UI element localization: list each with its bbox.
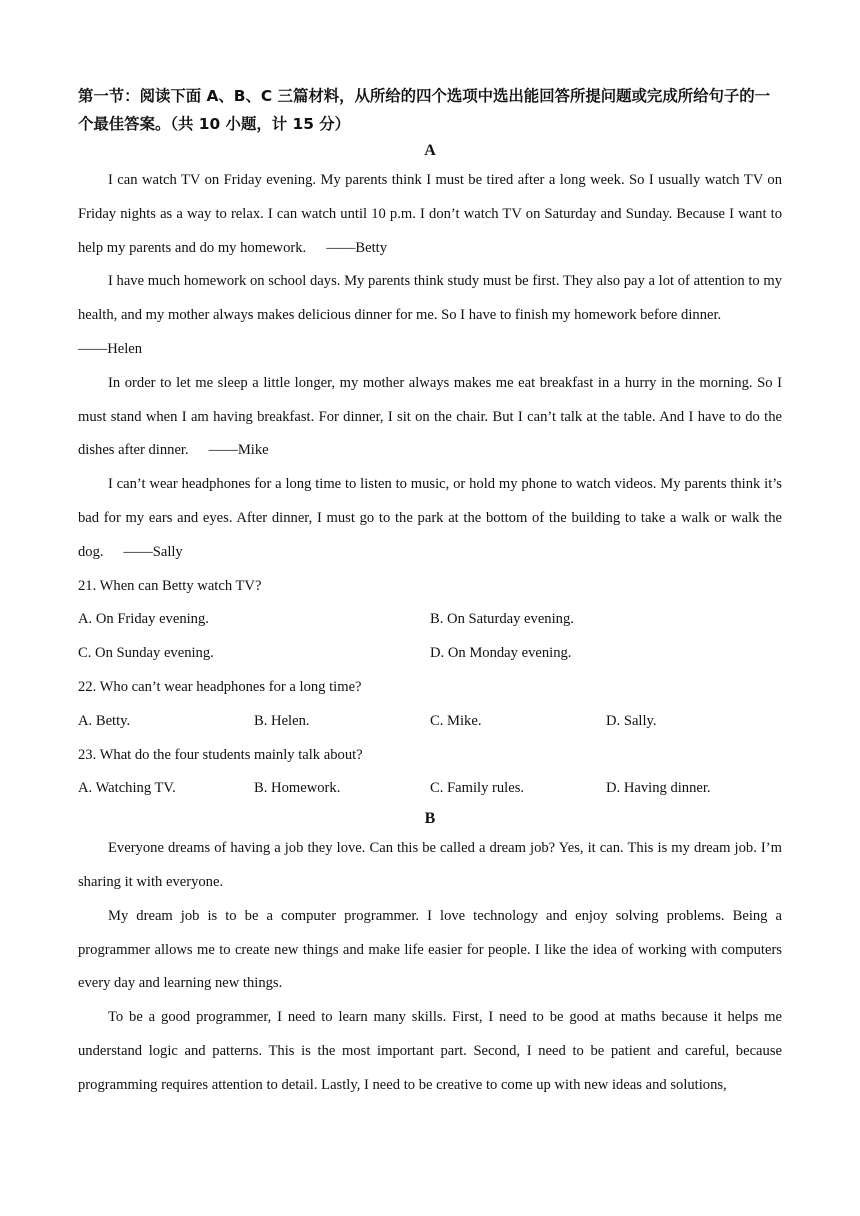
option-d: D. Having dinner. xyxy=(606,780,711,797)
passage-b-paragraph: To be a good programmer, I need to learn many skills. First, I need to be good at maths because it helps me understand logic and patterns. This is the most important part. Second, I need to be patient and careful, because programming requires attention to detail. Lastly, I need to be creative to come up with new ideas and solutions, xyxy=(78,1009,782,1093)
question-stem: 23. What do the four students mainly talk about? xyxy=(78,746,363,763)
option-b: B. Homework. xyxy=(254,780,341,797)
author-signature: ——Betty xyxy=(326,239,387,256)
question-stem: 21. When can Betty watch TV? xyxy=(78,577,262,594)
option-b: B. On Saturday evening. xyxy=(430,611,574,628)
author-signature: ——Mike xyxy=(208,442,269,459)
passage-a-paragraph xyxy=(78,265,782,333)
passage-a-paragraph xyxy=(78,468,782,569)
option-c: C. On Sunday evening. xyxy=(78,645,214,662)
paragraph-text: I can’t wear headphones for a long time to listen to music, or hold my phone to watch videos. My parents think it’s bad for my ears and eyes. After dinner, I must go to the park at the bottom of the building to take a walk or walk the dog. xyxy=(78,476,782,560)
option-row xyxy=(78,772,782,806)
paragraph-text: I have much homework on school days. My parents think study must be first. They also pay a lot of attention to my health, and my mother always makes delicious dinner for me. So I have to finish my homework before dinner. xyxy=(78,273,782,324)
option-b: B. Helen. xyxy=(254,712,310,729)
passage-a-heading: A xyxy=(424,142,436,159)
option-row xyxy=(78,705,782,739)
passage-b-heading: B xyxy=(424,810,436,828)
section-instructions: 第一节：阅读下面 A、B、C 三篇材料，从所给的四个选项中选出能回答所提问题或完成所给句子的一个最佳答案。（共 10 小题，计 15 分） xyxy=(78,87,771,133)
exam-page xyxy=(78,82,782,1103)
option-a: A. On Friday evening. xyxy=(78,611,209,628)
option-d: D. On Monday evening. xyxy=(430,645,572,662)
option-a: A. Betty. xyxy=(78,712,131,729)
passage-a-paragraph xyxy=(78,367,782,468)
option-a: A. Watching TV. xyxy=(78,780,176,797)
passage-b-paragraph: Everyone dreams of having a job they love. Can this be called a dream job? Yes, it can. This is my dream job. I’m sharing it with everyone. xyxy=(78,840,782,890)
question-stem: 22. Who can’t wear headphones for a long time? xyxy=(78,678,362,695)
option-c: C. Family rules. xyxy=(430,780,525,797)
paragraph-text: In order to let me sleep a little longer, my mother always makes me eat breakfast in a hurry in the morning. So I must stand when I am having breakfast. For dinner, I sit on the chair. But I can’t talk at the table. And I have to do the dishes after dinner. xyxy=(78,374,782,459)
option-c: C. Mike. xyxy=(430,712,482,729)
paragraph-text: I can watch TV on Friday evening. My parents think I must be tired after a long week. So I usually watch TV on Friday nights as a way to relax. I can watch until 10 p.m. I don’t watch TV on Saturday and Sunday. Because I want to help my parents and do my homework. xyxy=(78,172,782,256)
author-signature: ——Helen xyxy=(78,340,143,357)
option-row xyxy=(78,637,782,671)
option-row xyxy=(78,603,782,637)
passage-a-paragraph xyxy=(78,164,782,265)
option-d: D. Sally. xyxy=(606,712,657,729)
passage-b-paragraph: My dream job is to be a computer programmer. I love technology and enjoy solving problems. Being a programmer allows me to create new things and make life easier for people. I like the idea of working with computers every day and learning new things. xyxy=(78,907,782,992)
author-signature: ——Sally xyxy=(123,543,183,560)
